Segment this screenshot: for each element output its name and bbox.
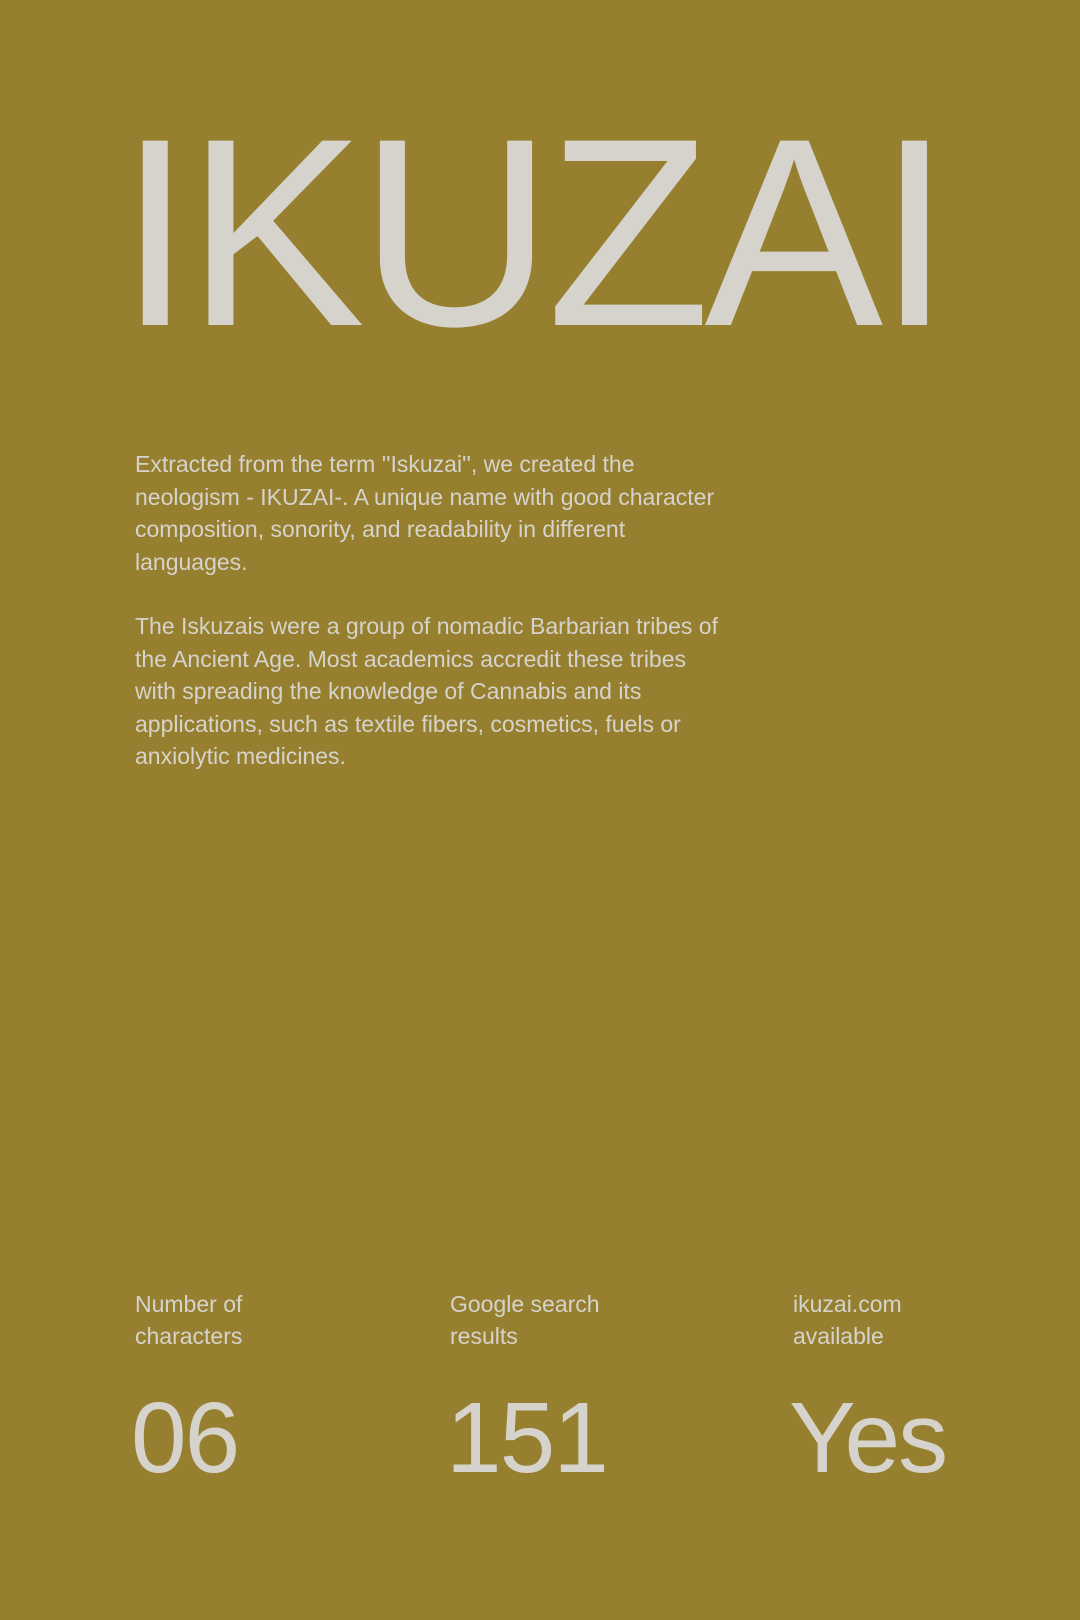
stat-label-line: Google search [450,1291,600,1317]
stat-domain-available [789,1288,1013,1494]
stat-value: 06 [131,1382,239,1494]
stat-label-line: results [450,1323,518,1349]
intro-paragraph-history: The Iskuzais were a group of nomadic Barbarian tribes of the Ancient Age. Most academics accredit these tribes with spreading the knowledge of Cannabis and its applications, such as textile fibers, cosmetics, fuels or anxiolytic medicines. [135,613,718,769]
stat-value: Yes [789,1382,947,1494]
stat-label [450,1288,670,1352]
stat-label [135,1288,355,1352]
stat-label-line: ikuzai.com [793,1291,902,1317]
page-title: IKUZAI [118,82,946,382]
intro-text [135,448,725,805]
stat-google-search-results [446,1288,670,1494]
stat-label-line: available [793,1323,884,1349]
stat-label-line: characters [135,1323,243,1349]
stat-value: 151 [446,1382,607,1494]
stat-label-line: Number of [135,1291,243,1317]
stat-number-of-characters [131,1288,355,1494]
stat-label [793,1288,1013,1352]
intro-paragraph-origin: Extracted from the term ''Iskuzai'', we created the neologism - IKUZAI-. A unique name with good character composition, sonority, and readability in different languages. [135,451,715,575]
